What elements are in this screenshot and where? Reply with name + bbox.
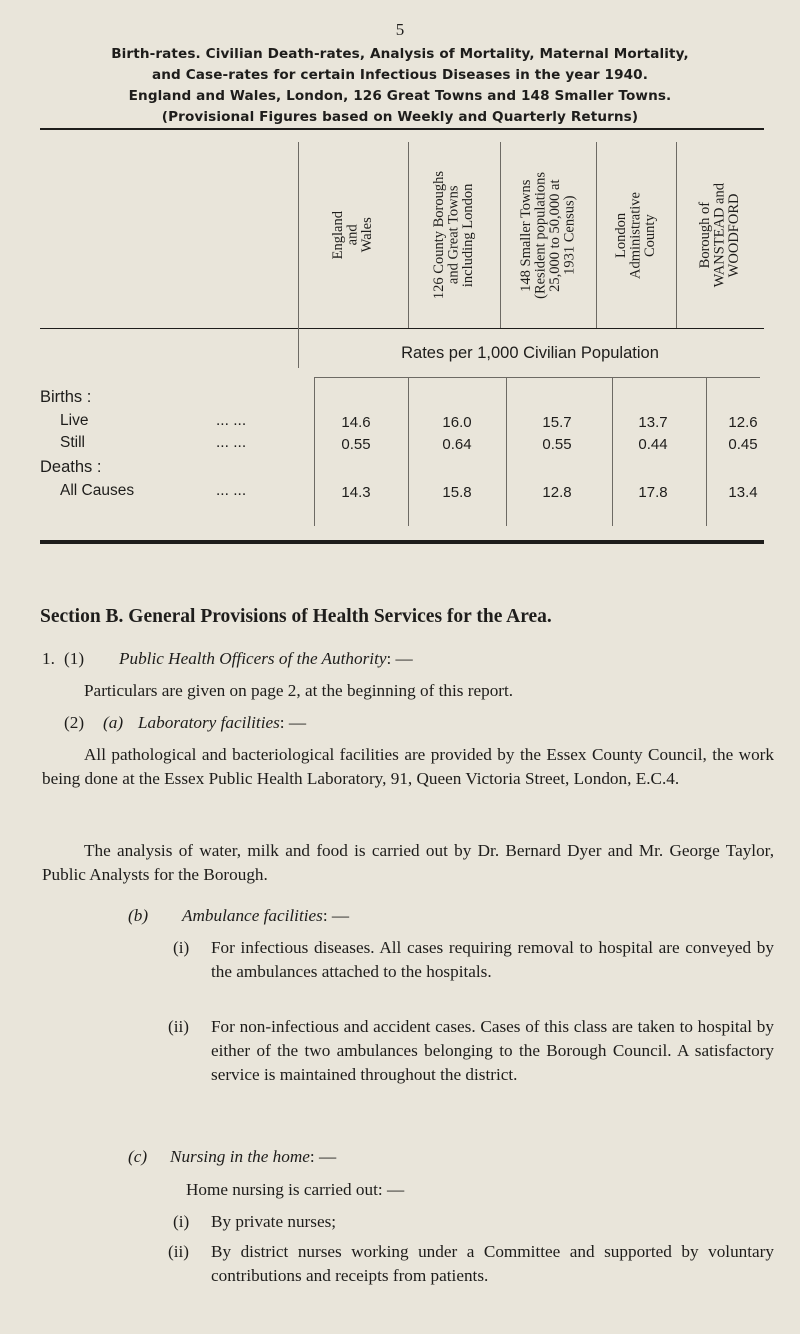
deaths-group-label: Deaths : — [40, 458, 102, 476]
subitem-label: (2) — [64, 713, 85, 732]
title-line-3: England and Wales, London, 126 Great Towns and 148 Smaller Towns. — [128, 88, 672, 104]
column-header-great-towns: 126 County Boroughs and Great Towns including London — [431, 170, 477, 300]
row-dots: ... ... — [216, 412, 247, 429]
cell-live-england-wales: 14.6 — [341, 414, 371, 431]
subitem-label: (1) — [64, 649, 85, 668]
cell-still-england-wales: 0.55 — [341, 436, 371, 453]
cell-all-causes-smaller-towns: 12.8 — [542, 484, 572, 501]
column-divider — [506, 378, 507, 526]
table-bottom-rule — [40, 540, 764, 544]
column-header-london-county: London Administrative County — [613, 191, 659, 279]
title-line-1: Birth-rates. Civilian Death-rates, Analysis of Mortality, Maternal Mortality, — [111, 46, 689, 62]
cell-live-wanstead-woodford: 12.6 — [728, 414, 758, 431]
cell-still-london: 0.44 — [638, 436, 668, 453]
cell-live-smaller-towns: 15.7 — [542, 414, 572, 431]
subitem-label: (b) — [128, 906, 149, 925]
nursing-private: By private nurses; — [211, 1212, 337, 1231]
column-header-smaller-towns: 148 Smaller Towns (Resident populations 25,000 to 50,000 at 1931 Census) — [518, 171, 578, 299]
analysts-paragraph: The analysis of water, milk and food is carried out by Dr. Bernard Dyer and Mr. George Taylor, Public Analysts for the Borough. — [42, 841, 774, 884]
ambulance-non-infectious: For non-infectious and accident cases. Cases of this class are taken to hospital by either of the two ambulances belonging to the Borough Council. A satisfactory service is maintained throughout the district. — [211, 1017, 774, 1084]
cell-all-causes-wanstead-woodford: 13.4 — [728, 484, 758, 501]
column-header-wanstead-woodford: Borough of WANSTEAD and WOODFORD — [697, 182, 743, 288]
row-label-all-causes: All Causes — [60, 482, 135, 499]
row-dots: ... ... — [216, 482, 247, 499]
nursing-district: By district nurses working under a Committee and supported by voluntary contributions and receipts from patients. — [211, 1242, 774, 1285]
page-number: 5 — [395, 20, 405, 39]
list-label: (i) — [173, 1212, 190, 1231]
table-top-rule — [40, 128, 764, 130]
title-line-2: and Case-rates for certain Infectious Diseases in the year 1940. — [151, 67, 649, 83]
rates-rule — [314, 377, 760, 378]
rates-caption: Rates per 1,000 Civilian Population — [401, 344, 659, 362]
list-label: (i) — [173, 938, 190, 957]
section-b-title: Section B. General Provisions of Health Services for the Area. — [40, 606, 552, 627]
cell-still-smaller-towns: 0.55 — [542, 436, 572, 453]
officers-heading: Public Health Officers of the Authority: — — [119, 649, 413, 668]
laboratory-heading: Laboratory facilities: — — [138, 713, 307, 732]
births-group-label: Births : — [40, 388, 92, 406]
cell-live-london: 13.7 — [638, 414, 668, 431]
subitem-label: (c) — [128, 1147, 148, 1166]
cell-all-causes-great-towns: 15.8 — [442, 484, 472, 501]
column-header-england-wales: England and Wales — [330, 210, 376, 260]
nursing-intro: Home nursing is carried out: — — [186, 1180, 405, 1199]
list-label: (ii) — [168, 1242, 189, 1261]
table-header-rule — [40, 328, 764, 329]
row-label-live: Live — [60, 412, 89, 429]
nursing-heading: Nursing in the home: — — [170, 1147, 337, 1166]
row-dots: ... ... — [216, 434, 247, 451]
cell-still-wanstead-woodford: 0.45 — [728, 436, 758, 453]
row-label-still: Still — [60, 434, 85, 451]
list-label: (ii) — [168, 1017, 189, 1036]
officers-paragraph: Particulars are given on page 2, at the beginning of this report. — [84, 681, 514, 700]
cell-still-great-towns: 0.64 — [442, 436, 472, 453]
cell-all-causes-england-wales: 14.3 — [341, 484, 371, 501]
column-divider — [408, 378, 409, 526]
title-line-4: (Provisional Figures based on Weekly and Quarterly Returns) — [161, 109, 639, 125]
table-title — [20, 44, 780, 128]
cell-live-great-towns: 16.0 — [442, 414, 472, 431]
ambulance-heading: Ambulance facilities: — — [182, 906, 350, 925]
item-number: 1. — [42, 649, 55, 668]
cell-all-causes-london: 17.8 — [638, 484, 668, 501]
ambulance-infectious: For infectious diseases. All cases requiring removal to hospital are conveyed by the ambulances attached to the hospitals. — [211, 938, 774, 981]
statistics-table — [40, 128, 764, 546]
laboratory-paragraph: All pathological and bacteriological facilities are provided by the Essex County Council, the work being done at the Essex Public Health Laboratory, 91, Queen Victoria Street, London, E.C.4. — [42, 745, 774, 788]
subitem-label: (a) — [103, 713, 124, 732]
